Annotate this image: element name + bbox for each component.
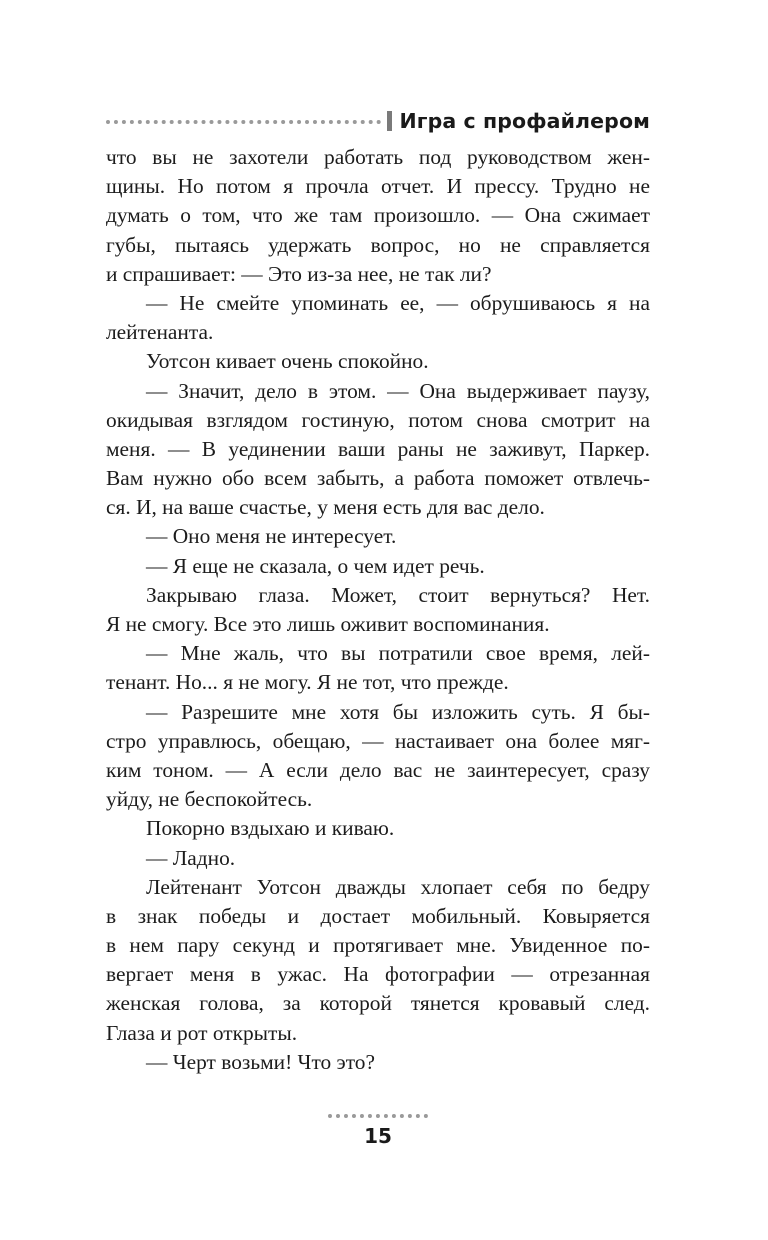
text-line: в знак победы и достает мобильный. Ковыряется [106, 903, 650, 928]
header-separator-bar [387, 111, 392, 131]
text-line: — Значит, дело в этом. — Она выдерживает паузу, [146, 378, 650, 403]
running-header [106, 108, 650, 134]
page-number: 15 [364, 1124, 392, 1148]
text-line: окидывая взглядом гостиную, потом снова смотрит на [106, 407, 650, 432]
text-line: Я не смогу. Все это лишь оживит воспоминания. [106, 612, 550, 636]
text-line: — Черт возьми! Что это? [146, 1049, 375, 1074]
text-line: — Ладно. [146, 845, 236, 870]
text-line: — Я еще не сказала, о чем идет речь. [146, 553, 485, 578]
text-line: ся. И, на ваше счастье, у меня есть для вас дело. [106, 495, 545, 520]
header-dotted-rule [106, 120, 381, 124]
body-text [106, 143, 650, 1077]
text-line: Глаза и рот открыты. [106, 1020, 298, 1045]
text-line: — Разрешите мне хотя бы изложить суть. Я бы- [146, 699, 650, 724]
text-line: вергает меня в ужас. На фотографии — отрезанная [106, 962, 650, 987]
text-line: меня. — В уединении ваши раны не заживут, Паркер. [106, 436, 650, 461]
running-header-title: Игра с профайлером [399, 109, 650, 133]
text-line: в нем пару секунд и протягивает мне. Увиденное по- [106, 933, 650, 958]
text-line: и спрашивает: — Это из-за нее, не так ли? [106, 261, 492, 286]
text-line: ким тоном. — А если дело вас не заинтересует, сразу [106, 757, 650, 782]
text-line: — Не смейте упоминать ее, — обрушиваюсь я на [146, 290, 650, 315]
text-line: губы, пытаясь удержать вопрос, но не справляется [106, 232, 650, 257]
text-line: Лейтенант Уотсон дважды хлопает себя по бедру [146, 874, 650, 899]
text-line: уйду, не беспокойтесь. [106, 787, 313, 812]
footer-dotted-rule [328, 1114, 428, 1118]
text-line: — Мне жаль, что вы потратили свое время, лей- [146, 641, 650, 666]
text-line: Вам нужно обо всем забыть, а работа поможет отвлечь- [106, 466, 650, 491]
text-line: — Оно меня не интересует. [146, 524, 397, 549]
text-line: женская голова, за которой тянется кровавый след. [106, 991, 650, 1016]
text-line: лейтенанта. [106, 320, 214, 345]
text-line: что вы не захотели работать под руководством жен- [106, 145, 650, 169]
text-line: Закрываю глаза. Может, стоит вернуться? Нет. [146, 582, 650, 607]
text-line: щины. Но потом я прочла отчет. И прессу. Трудно не [106, 174, 650, 199]
text-line: Уотсон кивает очень спокойно. [146, 349, 429, 374]
text-line: Покорно вздыхаю и киваю. [146, 816, 395, 841]
text-line: тенант. Но... я не могу. Я не тот, что прежде. [106, 670, 509, 695]
text-line: думать о том, что же там произошло. — Она сжимает [106, 203, 650, 228]
text-line: стро управлюсь, обещаю, — настаивает она более мяг- [106, 728, 650, 753]
